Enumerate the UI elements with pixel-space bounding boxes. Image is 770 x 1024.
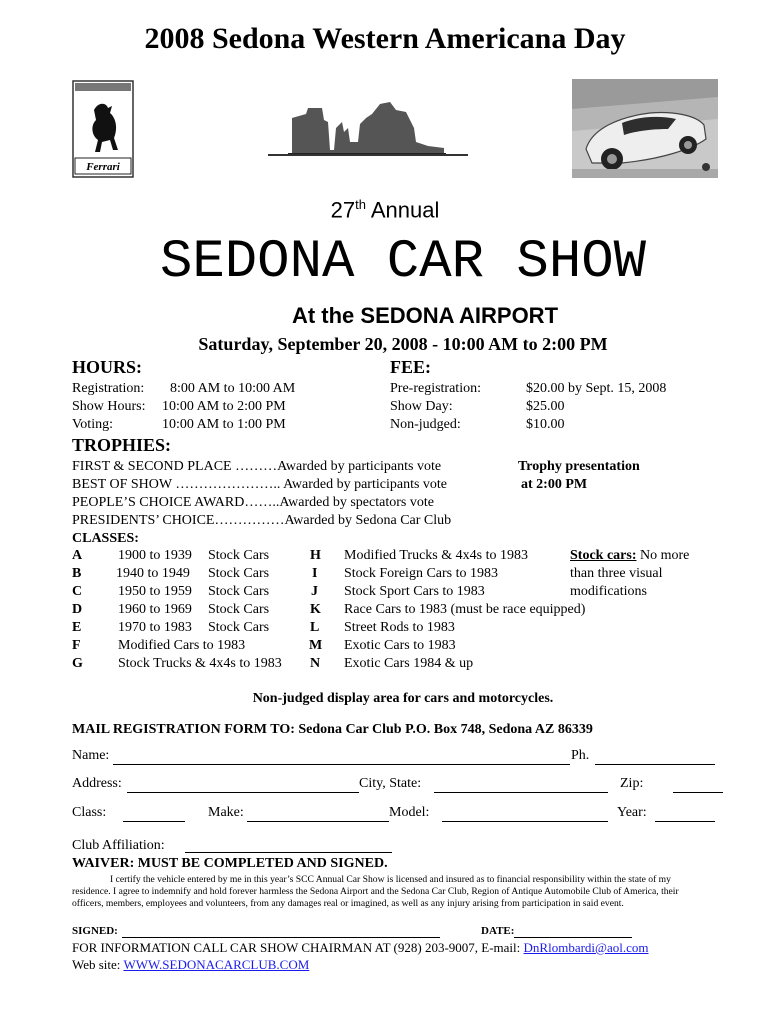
red-rock-silhouette bbox=[288, 98, 446, 154]
class-desc: Race Cars to 1983 (must be race equipped) bbox=[344, 602, 586, 617]
fee-value: $20.00 by Sept. 15, 2008 bbox=[526, 381, 667, 396]
class-letter: M bbox=[309, 638, 323, 653]
hours-value: 10:00 AM to 1:00 PM bbox=[162, 417, 286, 432]
waiver-text: officers, members, employees and volunteers, from any damages real or imagined, as well as any injury arising from participation in said event. bbox=[72, 898, 624, 909]
class-years: 1900 to 1939 bbox=[118, 548, 192, 563]
trophy-presentation-time: at 2:00 PM bbox=[521, 477, 588, 492]
website-label: Web site: bbox=[72, 957, 124, 972]
city-state-field[interactable] bbox=[434, 792, 608, 793]
class-desc: Stock Sport Cars to 1983 bbox=[344, 584, 485, 599]
class-letter: A bbox=[72, 548, 83, 563]
hours-label: Voting: bbox=[72, 417, 113, 432]
class-years: 1940 to 1949 bbox=[116, 566, 190, 581]
date-field[interactable] bbox=[514, 937, 632, 938]
make-label: Make: bbox=[208, 805, 244, 820]
zip-label: Zip: bbox=[620, 776, 644, 791]
classes-heading: CLASSES: bbox=[72, 531, 139, 546]
class-letter: B bbox=[72, 566, 82, 581]
signed-label: SIGNED: bbox=[72, 925, 118, 937]
class-letter: F bbox=[72, 638, 81, 653]
waiver-text: I certify the vehicle entered by me in this year’s SCC Annual Car Show is licensed and insured as to financial responsibility within the state of my bbox=[110, 874, 671, 885]
class-desc: Exotic Cars 1984 & up bbox=[344, 656, 474, 671]
nonjudged-note: Non-judged display area for cars and motorcycles. bbox=[252, 691, 554, 706]
hours-value: 8:00 AM to 10:00 AM bbox=[170, 381, 296, 396]
club-affiliation-field[interactable] bbox=[185, 852, 392, 853]
class-desc: Stock Foreign Cars to 1983 bbox=[344, 566, 498, 581]
class-letter: D bbox=[72, 602, 83, 617]
website-line bbox=[72, 957, 309, 973]
class-letter: E bbox=[72, 620, 82, 635]
horizon-line bbox=[268, 154, 468, 156]
trophy-item: PRESIDENTS’ CHOICE……………Awarded by Sedona Car Club bbox=[72, 513, 452, 528]
trophy-item: BEST OF SHOW ………………….. Awarded by participants vote bbox=[72, 477, 448, 492]
waiver-text: residence. I agree to indemnify and hold forever harmless the Sedona Airport and the Sedona Car Club, Region of Antique Automobile Club of America, their bbox=[72, 886, 679, 897]
hours-label: Show Hours: bbox=[72, 399, 146, 414]
model-field[interactable] bbox=[442, 821, 608, 822]
website-link[interactable]: WWW.SEDONACARCLUB.COM bbox=[123, 957, 310, 972]
year-field[interactable] bbox=[655, 821, 715, 822]
email-link[interactable]: DnRlombardi@aol.com bbox=[523, 940, 649, 955]
class-years: 1950 to 1959 bbox=[118, 584, 192, 599]
contact-info bbox=[72, 940, 649, 956]
annual-word: Annual bbox=[365, 197, 440, 223]
class-years: Stock Trucks & 4x4s to 1983 bbox=[118, 656, 282, 671]
waiver-heading: WAIVER: MUST BE COMPLETED AND SIGNED. bbox=[72, 856, 388, 871]
address-field[interactable] bbox=[127, 792, 359, 793]
stock-cars-note bbox=[570, 548, 689, 564]
fee-value: $10.00 bbox=[526, 417, 565, 432]
phone-field[interactable] bbox=[595, 764, 715, 765]
page-title: 2008 Sedona Western Americana Day bbox=[144, 22, 626, 55]
stock-cars-note-line: modifications bbox=[570, 584, 647, 599]
car-photo bbox=[572, 79, 718, 178]
hours-heading: HOURS: bbox=[72, 357, 143, 377]
class-letter: C bbox=[72, 584, 83, 599]
fee-value: $25.00 bbox=[526, 399, 565, 414]
class-label: Class: bbox=[72, 805, 107, 820]
make-field[interactable] bbox=[247, 821, 389, 822]
class-letter: G bbox=[72, 656, 83, 671]
stock-cars-note-text: No more bbox=[636, 548, 690, 563]
class-letter: L bbox=[310, 620, 320, 635]
class-years: 1960 to 1969 bbox=[118, 602, 192, 617]
class-letter: H bbox=[310, 548, 321, 563]
stock-cars-note-line: than three visual bbox=[570, 566, 663, 581]
hours-value: 10:00 AM to 2:00 PM bbox=[162, 399, 286, 414]
class-type: Stock Cars bbox=[208, 620, 270, 635]
stock-cars-note-label: Stock cars: bbox=[570, 548, 637, 563]
trophy-item: PEOPLE’S CHOICE AWARD……..Awarded by spectators vote bbox=[72, 495, 434, 510]
phone-label: Ph. bbox=[571, 748, 590, 763]
class-field[interactable] bbox=[123, 821, 185, 822]
annual-ordinal: th bbox=[355, 197, 366, 212]
location-heading: At the SEDONA AIRPORT bbox=[291, 303, 559, 328]
mail-registration: MAIL REGISTRATION FORM TO: Sedona Car Club P.O. Box 748, Sedona AZ 86339 bbox=[72, 722, 593, 737]
fee-heading: FEE: bbox=[390, 357, 432, 377]
hours-label: Registration: bbox=[72, 381, 145, 396]
name-label: Name: bbox=[72, 748, 110, 763]
fee-label: Non-judged: bbox=[390, 417, 461, 432]
trophy-item: FIRST & SECOND PLACE ………Awarded by participants vote bbox=[72, 459, 442, 474]
class-type: Stock Cars bbox=[208, 584, 270, 599]
club-affiliation-label: Club Affiliation: bbox=[72, 838, 165, 853]
annual-number: 27 bbox=[330, 197, 356, 223]
class-desc: Street Rods to 1983 bbox=[344, 620, 455, 635]
year-label: Year: bbox=[617, 805, 647, 820]
class-letter: K bbox=[310, 602, 321, 617]
trophy-presentation: Trophy presentation bbox=[518, 459, 640, 474]
model-label: Model: bbox=[389, 805, 430, 820]
class-type: Stock Cars bbox=[208, 548, 270, 563]
class-letter: I bbox=[312, 566, 318, 581]
class-letter: J bbox=[311, 584, 318, 599]
signature-field[interactable] bbox=[122, 937, 440, 938]
class-desc: Exotic Cars to 1983 bbox=[344, 638, 456, 653]
address-label: Address: bbox=[72, 776, 122, 791]
date-label: DATE: bbox=[481, 925, 515, 937]
ferrari-logo-text: Ferrari bbox=[86, 161, 120, 173]
fee-label: Pre-registration: bbox=[390, 381, 481, 396]
class-years: 1970 to 1983 bbox=[118, 620, 192, 635]
class-letter: N bbox=[310, 656, 321, 671]
trophies-heading: TROPHIES: bbox=[72, 435, 172, 455]
fee-label: Show Day: bbox=[390, 399, 453, 414]
class-desc: Modified Trucks & 4x4s to 1983 bbox=[344, 548, 528, 563]
zip-field[interactable] bbox=[673, 792, 723, 793]
class-type: Stock Cars bbox=[208, 602, 270, 617]
name-field[interactable] bbox=[113, 764, 570, 765]
class-type: Stock Cars bbox=[208, 566, 270, 581]
show-title: SEDONA CAR SHOW bbox=[159, 232, 647, 293]
event-date: Saturday, September 20, 2008 - 10:00 AM to 2:00 PM bbox=[198, 334, 608, 354]
annual-edition bbox=[0, 197, 770, 223]
contact-info-text: FOR INFORMATION CALL CAR SHOW CHAIRMAN AT (928) 203-9007, E-mail: bbox=[72, 940, 524, 955]
class-years: Modified Cars to 1983 bbox=[118, 638, 246, 653]
city-state-label: City, State: bbox=[359, 776, 422, 791]
